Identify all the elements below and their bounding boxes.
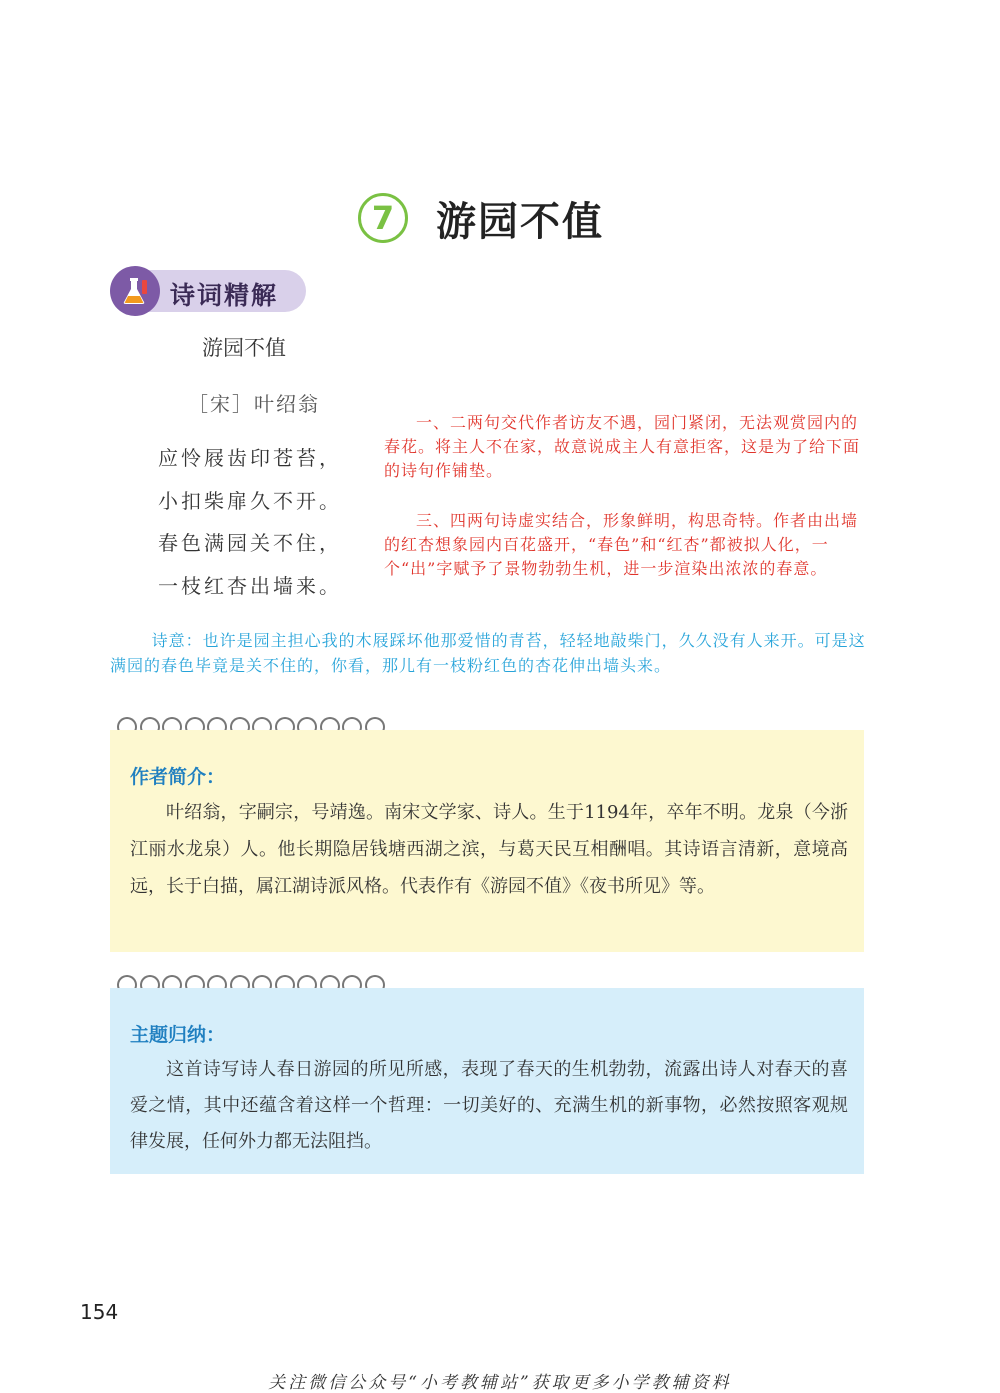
flask-icon: [110, 266, 160, 316]
footer-note: 关注微信公众号“小考教辅站”获取更多小学教辅资料: [268, 1373, 732, 1393]
section-badge: [110, 266, 308, 316]
poem-line: 小扣柴扉久不开。: [158, 489, 342, 513]
annotation-lines-1-2: 一、二两句交代作者访友不遇，园门紧闭，无法观赏园内的春花。将主人不在家，故意说成主人有意拒客，这是为了给下面的诗句作铺垫。: [384, 413, 861, 480]
lesson-title-block: [358, 188, 604, 248]
poem-meaning-note: 诗意：也许是园主担心我的木屐踩坏他那爱惜的青苔，轻轻地敲柴门，久久没有人来开。可是这满园的春色毕竟是关不住的，你看，那儿有一枝粉红色的杏花伸出墙头来。: [110, 631, 866, 675]
theme-summary-heading: 主题归纳：: [130, 1024, 226, 1046]
theme-summary-text: 这首诗写诗人春日游园的所见所感，表现了春天的生机勃勃，流露出诗人对春天的喜爱之情，其中还蕴含着这样一个哲理：一切美好的、充满生机的新事物，必然按照客观规律发展，任何外力都无法阻挡。: [130, 1059, 848, 1152]
page-number: 154: [80, 1300, 119, 1324]
author-intro-heading: 作者简介：: [130, 766, 226, 788]
lesson-number-badge: 7: [358, 193, 408, 243]
section-label: 诗词精解: [170, 281, 279, 310]
poem-line: 一枝红杏出墙来。: [158, 574, 342, 598]
poem-line: 春色满园关不住，: [158, 531, 342, 555]
page-title: 游园不值: [436, 198, 604, 245]
poem-title: 游园不值: [202, 336, 286, 360]
theme-summary-box: [110, 988, 864, 1174]
author-intro-text: 叶绍翁，字嗣宗，号靖逸。南宋文学家、诗人。生于1194年，卒年不明。龙泉（今浙江丽水龙泉）人。他长期隐居钱塘西湖之滨，与葛天民互相酬唱。其诗语言清新，意境高远，长于白描，属江湖诗派风格。代表作有《游园不值》《夜书所见》等。: [130, 802, 848, 897]
poem-line: 应怜屐齿印苍苔，: [158, 446, 342, 470]
annotation-lines-3-4: 三、四两句诗虚实结合，形象鲜明，构思奇特。作者由出墙的红杏想象园内百花盛开，“春色”和“红杏”都被拟人化，一个“出”字赋予了景物勃勃生机，进一步渲染出浓浓的春意。: [384, 511, 859, 578]
poem-author: ［宋］叶绍翁: [188, 392, 320, 416]
author-intro-box: [110, 730, 864, 952]
